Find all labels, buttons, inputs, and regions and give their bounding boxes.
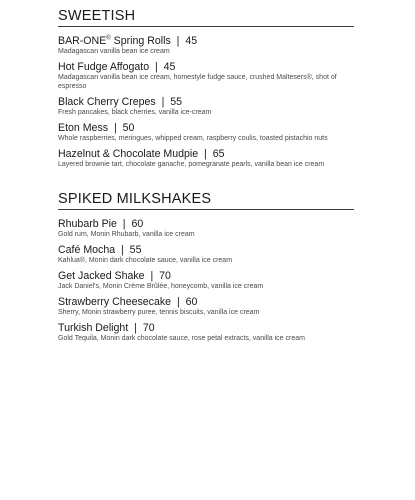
menu-item <box>58 148 387 169</box>
item-name: Strawberry Cheesecake <box>58 296 172 308</box>
item-heading <box>58 61 387 73</box>
item-price: 70 <box>142 322 155 334</box>
item-description: Madagascan vanilla bean ice cream, homestyle fudge sauce, crushed Maltesers®, shot of espresso <box>58 74 337 90</box>
menu-item <box>58 296 387 317</box>
price-separator: | <box>113 122 117 134</box>
item-description: Whole raspberries, meringues, whipped cream, raspberry coulis, toasted pistachio nuts <box>58 135 328 142</box>
item-name: BAR-ONE <box>58 35 107 47</box>
item-description: Gold rum, Monin Rhubarb, vanilla ice cream <box>58 231 195 238</box>
item-heading <box>58 218 387 230</box>
menu-item <box>58 244 387 265</box>
price-separator: | <box>204 148 207 160</box>
item-price: 60 <box>185 296 198 308</box>
item-description: Layered brownie tart, chocolate ganache, pomegranate pearls, vanilla bean ice cream <box>58 161 325 168</box>
item-description: Gold Tequila, Monin dark chocolate sauce, rose petal extracts, vanilla ice cream <box>58 335 305 342</box>
item-name: Turkish Delight <box>58 322 129 334</box>
item-price: 70 <box>159 270 171 282</box>
item-list <box>58 35 387 169</box>
section-title: SWEETISH <box>58 8 354 27</box>
item-name: Eton Mess <box>58 122 109 134</box>
item-description: Madagascan vanilla bean ice cream <box>58 48 170 55</box>
menu-item <box>58 270 387 291</box>
section-sweetish <box>58 8 387 169</box>
item-heading <box>58 96 387 108</box>
item-name: Get Jacked Shake <box>58 270 145 282</box>
item-name: Hot Fudge Affogato <box>58 61 150 73</box>
menu-item <box>58 96 387 117</box>
menu-item <box>58 218 387 239</box>
item-name: Café Mocha <box>58 244 116 256</box>
item-heading <box>58 322 387 334</box>
item-name: Rhubarb Pie <box>58 218 117 230</box>
item-heading <box>58 148 387 160</box>
price-separator: | <box>121 244 124 256</box>
item-name-rest: Spring Rolls <box>110 35 171 47</box>
item-price: 55 <box>129 244 142 256</box>
item-heading <box>58 35 387 47</box>
item-description: Kahlua®, Monin dark chocolate sauce, vanilla ice cream <box>58 257 233 264</box>
price-separator: | <box>176 35 180 47</box>
item-description: Sherry, Monin strawberry puree, tennis biscuits, vanilla ice cream <box>58 309 260 316</box>
section-title: SPIKED MILKSHAKES <box>58 191 354 210</box>
menu-item <box>58 322 387 343</box>
item-price: 65 <box>212 148 225 160</box>
item-heading <box>58 270 387 282</box>
item-heading <box>58 244 387 256</box>
item-price: 45 <box>185 35 198 47</box>
item-price: 55 <box>170 96 183 108</box>
section-spiked-milkshakes <box>58 191 387 343</box>
menu-item <box>58 35 387 56</box>
item-name: Hazelnut & Chocolate Mudpie <box>58 148 199 160</box>
price-separator: | <box>122 218 126 230</box>
price-separator: | <box>150 270 154 282</box>
item-description: Jack Daniel's, Monin Crème Brûlée, honeycomb, vanilla ice cream <box>58 283 264 290</box>
item-name: Black Cherry Crepes <box>58 96 156 108</box>
item-list <box>58 218 387 343</box>
registered-mark: ® <box>106 35 111 42</box>
item-price: 60 <box>131 218 144 230</box>
price-separator: | <box>161 96 165 108</box>
item-description: Fresh pancakes, black cherries, vanilla ice-cream <box>58 109 212 116</box>
item-price: 50 <box>122 122 135 134</box>
item-price: 45 <box>163 61 176 73</box>
item-heading <box>58 122 387 134</box>
price-separator: | <box>155 61 158 73</box>
menu-item <box>58 61 387 91</box>
price-separator: | <box>176 296 180 308</box>
price-separator: | <box>134 322 137 334</box>
menu-item <box>58 122 387 143</box>
item-heading <box>58 296 387 308</box>
